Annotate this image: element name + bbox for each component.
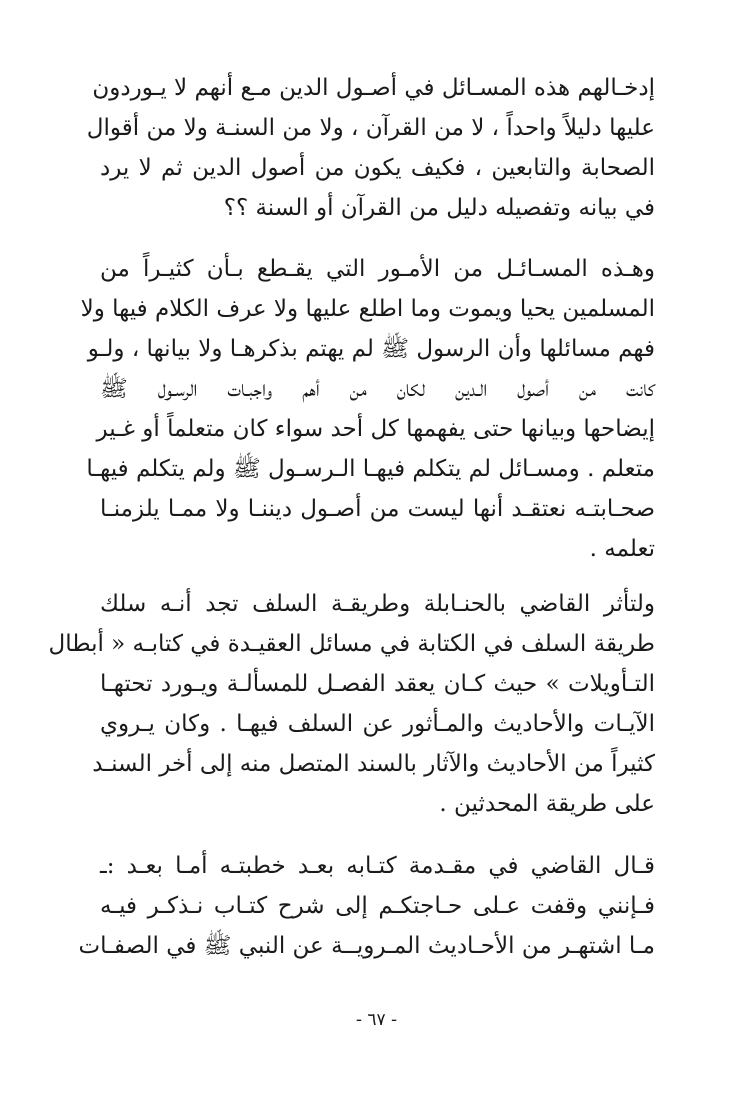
text-line: تعلمه .	[589, 536, 655, 562]
paragraph-2	[80, 249, 655, 569]
text-line: على طريقة المحدثين .	[439, 791, 655, 817]
text-line: طريقة السلف في الكتابة في مسائل العقيـدة في كتابـه « أبطال	[48, 631, 655, 657]
text-line: فـإنني وقفت عـلى حـاجتكـم إلى شرح كتـاب نـذكـر فيـه	[100, 893, 655, 919]
text-line: ولتأثر القاضي بالحنـابلة وطريقـة السلف تجد أنـه سلك	[100, 591, 655, 617]
text-line: كانت من أصول الـدين لكان من أهم واجبـات الرسـول ﷺ	[100, 376, 655, 402]
text-line: فهم مسائلها وأن الرسول ﷺ لم يهتم بذكرهـا ولا بيانها ، ولـو	[87, 336, 655, 362]
paragraph-4	[78, 846, 655, 966]
text-line: الصحابة والتابعين ، فكيف يكون من أصول الدين ثم لا يرد	[100, 155, 655, 181]
text-line: قـال القاضي في مقـدمة كتـابه بعـد خطبتـه أمـا بعـد :ـ	[100, 853, 655, 879]
text-line: كثيراً من الأحاديث والآثار بالسند المتصل منه إلى أخر السنـد	[92, 751, 655, 777]
text-line: إدخـالهم هذه المسـائل في أصـول الدين مـع أنهم لا يـوردون	[92, 75, 655, 101]
text-line: المسلمين يحيا ويموت وما اطلع عليها ولا عرف الكلام فيها ولا	[80, 296, 655, 322]
text-line: التـأويلات » حيث كـان يعقد الفصـل للمسألـة ويـورد تحتهـا	[100, 671, 655, 697]
text-line: عليها دليلاً واحداً ، لا من القرآن ، ولا من السنـة ولا من أقوال	[86, 115, 655, 141]
text-line: مـا اشتهـر من الأحـاديث المـرويــة عن النبي ﷺ في الصفـات	[78, 933, 655, 959]
paragraph-1	[86, 68, 655, 228]
paragraph-3	[48, 584, 655, 824]
text-line: الآيـات والأحاديث والمـأثور عن السلف فيهـا . وكان يـروي	[100, 711, 655, 737]
text-line: متعلم . ومسـائل لم يتكلم فيهـا الـرسـول ﷺ ولم يتكلم فيهـا	[86, 456, 655, 482]
text-line: وهـذه المسـائـل من الأمـور التي يقـطع بـأن كثيـراً من	[100, 256, 655, 282]
page-number: - ٦٧ -	[355, 1010, 398, 1030]
text-line: صحـابتـه نعتقـد أنها ليست من أصـول ديننـا ولا ممـا يلزمنـا	[100, 496, 655, 522]
text-line: في بيانه وتفصيله دليل من القرآن أو السنة ؟؟	[223, 195, 655, 221]
text-line: إيضاحها وبيانها حتى يفهمها كل أحد سواء كان متعلماً أو غـير	[96, 416, 655, 442]
